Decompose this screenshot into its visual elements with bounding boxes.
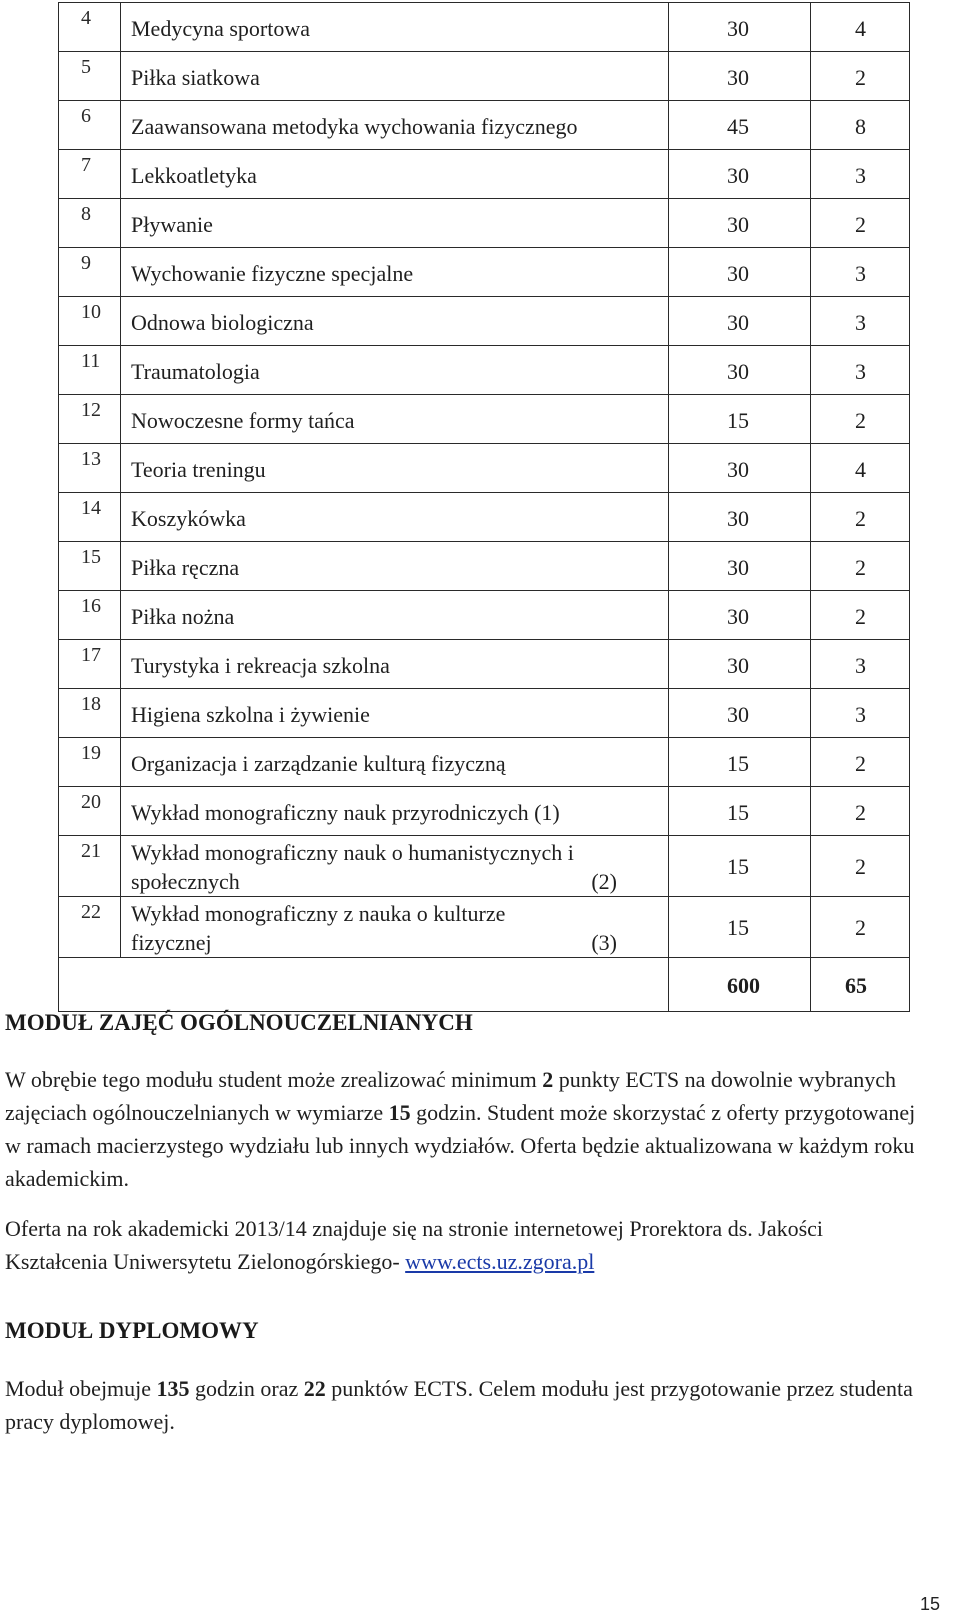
module-general-heading: MODUŁ ZAJĘĆ OGÓLNOUCZELNIANYCH — [5, 1010, 473, 1035]
courses-table-body — [59, 3, 910, 836]
course-name-line2: fizycznej — [131, 930, 212, 955]
course-name: Higiena szkolna i żywienie — [121, 689, 669, 738]
course-ects: 3 — [811, 640, 910, 689]
course-name: Pływanie — [121, 199, 669, 248]
course-ects: 2 — [811, 787, 910, 836]
course-ects: 2 — [811, 52, 910, 101]
table-row — [59, 297, 910, 346]
course-hours: 15 — [669, 738, 811, 787]
text-run: punkty ECTS na dowolnie wybranych zajęciach ogólnouczelnianych w wymiarze — [5, 1067, 897, 1125]
course-name: Wychowanie fizyczne specjalne — [121, 248, 669, 297]
diploma-hours-value: 135 — [156, 1376, 190, 1401]
table-row — [59, 3, 910, 52]
table-row — [59, 897, 910, 958]
row-number: 21 — [59, 836, 121, 897]
course-name — [121, 836, 669, 897]
text-run: godzin. Student może skorzystać z oferty przygotowanej w ramach macierzystego wydziału lub innych wydziałów. Oferta będzie aktualizowana w każdym roku akademickim. — [5, 1100, 916, 1191]
course-name-line2: społecznych — [131, 869, 240, 894]
row-number: 5 — [59, 52, 121, 101]
course-name-line1: Wykład monograficzny z nauka o kulturze — [131, 901, 506, 926]
table-row — [59, 101, 910, 150]
courses-table — [58, 2, 910, 1012]
course-name: Medycyna sportowa — [121, 3, 669, 52]
row-number: 16 — [59, 591, 121, 640]
min-ects-value: 2 — [542, 1067, 554, 1092]
row-number: 12 — [59, 395, 121, 444]
row-number: 20 — [59, 787, 121, 836]
row-number: 15 — [59, 542, 121, 591]
row-number: 18 — [59, 689, 121, 738]
course-ects: 2 — [811, 493, 910, 542]
table-row — [59, 199, 910, 248]
course-hours: 45 — [669, 101, 811, 150]
course-hours: 15 — [669, 836, 811, 897]
course-name: Koszykówka — [121, 493, 669, 542]
course-ects: 3 — [811, 297, 910, 346]
row-number: 9 — [59, 248, 121, 297]
course-name: Lekkoatletyka — [121, 150, 669, 199]
course-hours: 30 — [669, 346, 811, 395]
course-ects: 2 — [811, 738, 910, 787]
course-ects: 4 — [811, 444, 910, 493]
module-diploma-heading: MODUŁ DYPLOMOWY — [5, 1318, 259, 1343]
row-number: 13 — [59, 444, 121, 493]
row-number: 7 — [59, 150, 121, 199]
course-name: Organizacja i zarządzanie kulturą fizyczną — [121, 738, 669, 787]
course-hours: 30 — [669, 640, 811, 689]
course-hours: 30 — [669, 3, 811, 52]
course-hours: 30 — [669, 542, 811, 591]
course-ects: 3 — [811, 689, 910, 738]
course-hours: 30 — [669, 689, 811, 738]
course-name: Piłka nożna — [121, 591, 669, 640]
course-ects: 2 — [811, 591, 910, 640]
table-row — [59, 444, 910, 493]
module-general-paragraph — [5, 1063, 930, 1195]
row-number: 11 — [59, 346, 121, 395]
course-hours: 30 — [669, 150, 811, 199]
course-note: (3) — [591, 930, 617, 955]
course-ects: 2 — [811, 199, 910, 248]
hours-value: 15 — [388, 1100, 411, 1125]
course-hours: 30 — [669, 591, 811, 640]
course-hours: 15 — [669, 395, 811, 444]
course-hours: 30 — [669, 444, 811, 493]
table-row — [59, 52, 910, 101]
page-number: 15 — [919, 1594, 940, 1614]
text-run: godzin oraz — [189, 1376, 304, 1401]
text-run: Oferta na rok akademicki 2013/14 znajduje się na stronie internetowej Prorektora ds. Jakości Kształcenia Uniwersytetu Zielonogórskiego- — [5, 1216, 824, 1274]
ects-website-link[interactable]: www.ects.uz.zgora.pl — [405, 1249, 595, 1274]
course-ects: 2 — [811, 897, 910, 958]
table-row — [59, 248, 910, 297]
course-hours: 30 — [669, 297, 811, 346]
course-note: (2) — [591, 869, 617, 894]
course-hours: 30 — [669, 493, 811, 542]
row-number: 6 — [59, 101, 121, 150]
course-name: Odnowa biologiczna — [121, 297, 669, 346]
course-name — [121, 897, 669, 958]
course-name: Piłka siatkowa — [121, 52, 669, 101]
course-hours: 15 — [669, 787, 811, 836]
table-row — [59, 640, 910, 689]
course-ects: 2 — [811, 395, 910, 444]
total-hours: 600 — [669, 958, 811, 1012]
course-ects: 3 — [811, 248, 910, 297]
course-name: Piłka ręczna — [121, 542, 669, 591]
table-row — [59, 738, 910, 787]
total-label-cell — [59, 958, 669, 1012]
course-name: Nowoczesne formy tańca — [121, 395, 669, 444]
row-number: 14 — [59, 493, 121, 542]
course-name-line2-wrap — [131, 928, 617, 957]
course-name: Turystyka i rekreacja szkolna — [121, 640, 669, 689]
course-name: Traumatologia — [121, 346, 669, 395]
table-row — [59, 787, 910, 836]
offer-paragraph — [5, 1212, 930, 1278]
diploma-ects-value: 22 — [303, 1376, 326, 1401]
course-ects: 3 — [811, 346, 910, 395]
row-number: 4 — [59, 3, 121, 52]
text-run: Moduł obejmuje — [5, 1376, 157, 1401]
table-row — [59, 591, 910, 640]
course-hours: 30 — [669, 248, 811, 297]
row-number: 19 — [59, 738, 121, 787]
course-ects: 4 — [811, 3, 910, 52]
course-hours: 15 — [669, 897, 811, 958]
course-ects: 2 — [811, 542, 910, 591]
table-row — [59, 346, 910, 395]
table-row — [59, 493, 910, 542]
course-hours: 30 — [669, 52, 811, 101]
course-ects: 8 — [811, 101, 910, 150]
course-name: Teoria treningu — [121, 444, 669, 493]
course-ects: 3 — [811, 150, 910, 199]
row-number: 8 — [59, 199, 121, 248]
row-number: 22 — [59, 897, 121, 958]
course-name: Wykład monograficzny nauk przyrodniczych (1) — [121, 787, 669, 836]
course-hours: 30 — [669, 199, 811, 248]
table-row — [59, 395, 910, 444]
row-number: 17 — [59, 640, 121, 689]
total-row — [59, 958, 910, 1012]
course-name-line1: Wykład monograficzny nauk o humanistycznych i — [131, 840, 574, 865]
table-row — [59, 689, 910, 738]
table-row — [59, 836, 910, 897]
total-ects: 65 — [811, 958, 910, 1012]
text-run: W obrębie tego modułu student może zrealizować minimum — [5, 1067, 543, 1092]
course-name: Zaawansowana metodyka wychowania fizycznego — [121, 101, 669, 150]
row-number: 10 — [59, 297, 121, 346]
course-name-line2-wrap — [131, 867, 617, 896]
course-ects: 2 — [811, 836, 910, 897]
text-run: punktów ECTS. Celem modułu jest przygotowanie przez studenta pracy dyplomowej. — [5, 1376, 913, 1434]
table-row — [59, 150, 910, 199]
table-row — [59, 542, 910, 591]
module-diploma-paragraph — [5, 1372, 930, 1438]
